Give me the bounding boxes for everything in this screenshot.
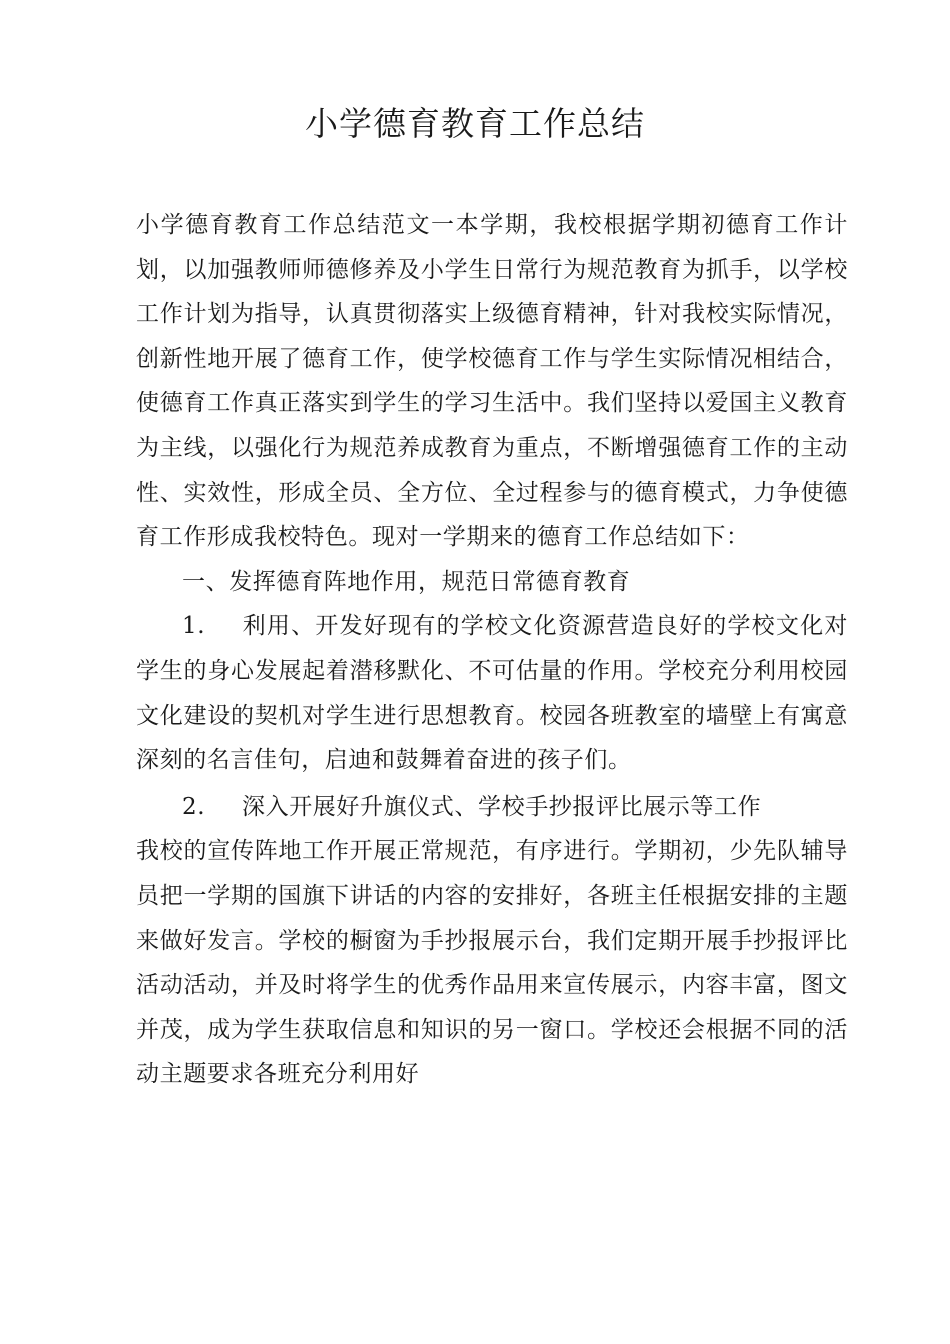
item-1-number: 1. xyxy=(182,613,206,640)
item-1-paragraph xyxy=(136,604,848,782)
item-1-text: 利用、开发好现有的学校文化资源营造良好的学校文化对学生的身心发展起着潜移默化、不可估量的作用。学校充分利用校园文化建设的契机对学生进行思想教育。校园各班教室的墙壁上有寓意深刻的名言佳句，启迪和鼓舞着奋进的孩子们。 xyxy=(136,613,848,774)
document-body xyxy=(136,203,848,1097)
document-title: 小学德育教育工作总结 xyxy=(305,104,645,143)
item-2-paragraph: 我校的宣传阵地工作开展正常规范，有序进行。学期初，少先队辅导员把一学期的国旗下讲话的内容的安排好，各班主任根据安排的主题来做好发言。学校的橱窗为手抄报展示台，我们定期开展手抄报评比活动活动，并及时将学生的优秀作品用来宣传展示，内容丰富，图文并茂，成为学生获取信息和知识的另一窗口。学校还会根据不同的活动主题要求各班充分利用好 xyxy=(136,838,848,1088)
item-2-heading-text: 深入开展好升旗仪式、学校手抄报评比展示等工作 xyxy=(242,793,762,820)
item-2-number: 2. xyxy=(182,793,206,820)
intro-paragraph: 小学德育教育工作总结范文一本学期，我校根据学期初德育工作计划，以加强教师师德修养及小学生日常行为规范教育为抓手，以学校工作计划为指导，认真贯彻落实上级德育精神，针对我校实际情况，创新性地开展了德育工作，使学校德育工作与学生实际情况相结合，使德育工作真正落实到学生的学习生活中。我们坚持以爱国主义教育为主线，以强化行为规范养成教育为重点，不断增强德育工作的主动性、实效性，形成全员、全方位、全过程参与的德育模式，力争使德育工作形成我校特色。现对一学期来的德育工作总结如下： xyxy=(136,212,848,551)
item-2-heading xyxy=(136,785,848,830)
section-heading: 一、发挥德育阵地作用，规范日常德育教育 xyxy=(182,568,631,595)
